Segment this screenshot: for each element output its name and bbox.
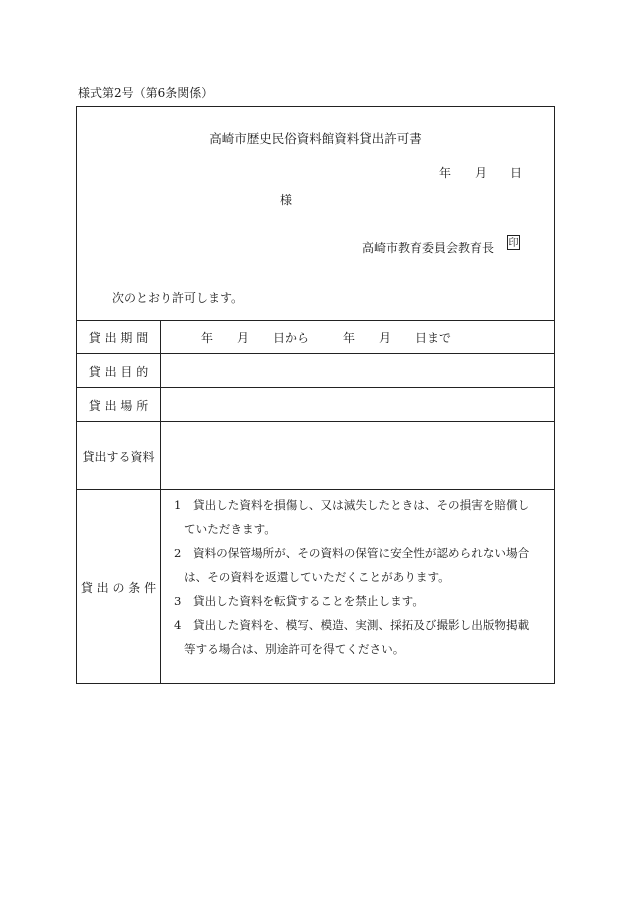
period-from-day: 日から: [273, 331, 310, 345]
form-number: 様式第2号（第6条関係）: [78, 86, 214, 100]
divider: [77, 320, 554, 321]
period-to-day: 日まで: [415, 331, 452, 345]
condition-item: 3 貸出した資料を転貸することを禁止します。: [174, 594, 424, 608]
period-from-month: 月: [237, 331, 250, 345]
condition-item: 4 貸出した資料を、模写、模造、実測、採拓及び撮影し出版物掲載等する場合は、別途許可を得てください。: [174, 618, 530, 656]
label-loan-location: 貸 出 場 所: [88, 399, 149, 413]
document-title: 高崎市歴史民俗資料館資料貸出許可書: [209, 131, 422, 146]
period-from-year: 年: [201, 331, 214, 345]
divider: [77, 489, 554, 490]
date-month: 月: [475, 166, 488, 180]
date-year: 年: [439, 166, 452, 180]
label-loan-purpose: 貸 出 目 的: [88, 365, 149, 379]
condition-item: 2 資料の保管場所が、その資料の保管に安全性が認められない場合は、その資料を返還していただくことがあります。: [174, 546, 530, 584]
divider: [77, 353, 554, 354]
label-loan-conditions: 貸 出 の 条 件: [80, 581, 157, 595]
permit-form: [76, 106, 555, 684]
condition-item: 1 貸出した資料を損傷し、又は滅失したときは、その損害を賠償していただきます。: [174, 498, 530, 536]
addressee-suffix: 様: [280, 193, 293, 207]
label-loan-period: 貸 出 期 間: [88, 331, 149, 345]
period-to-year: 年: [343, 331, 356, 345]
divider: [77, 421, 554, 422]
issuer-name: 高崎市教育委員会教育長: [361, 241, 494, 255]
divider: [77, 387, 554, 388]
date-day: 日: [510, 166, 523, 180]
seal-mark: 印: [507, 235, 520, 250]
intro-text: 次のとおり許可します。: [112, 291, 244, 305]
label-loan-materials: 貸出する資料: [82, 450, 155, 464]
conditions-list: [174, 493, 539, 661]
period-to-month: 月: [379, 331, 392, 345]
column-divider: [160, 320, 161, 683]
